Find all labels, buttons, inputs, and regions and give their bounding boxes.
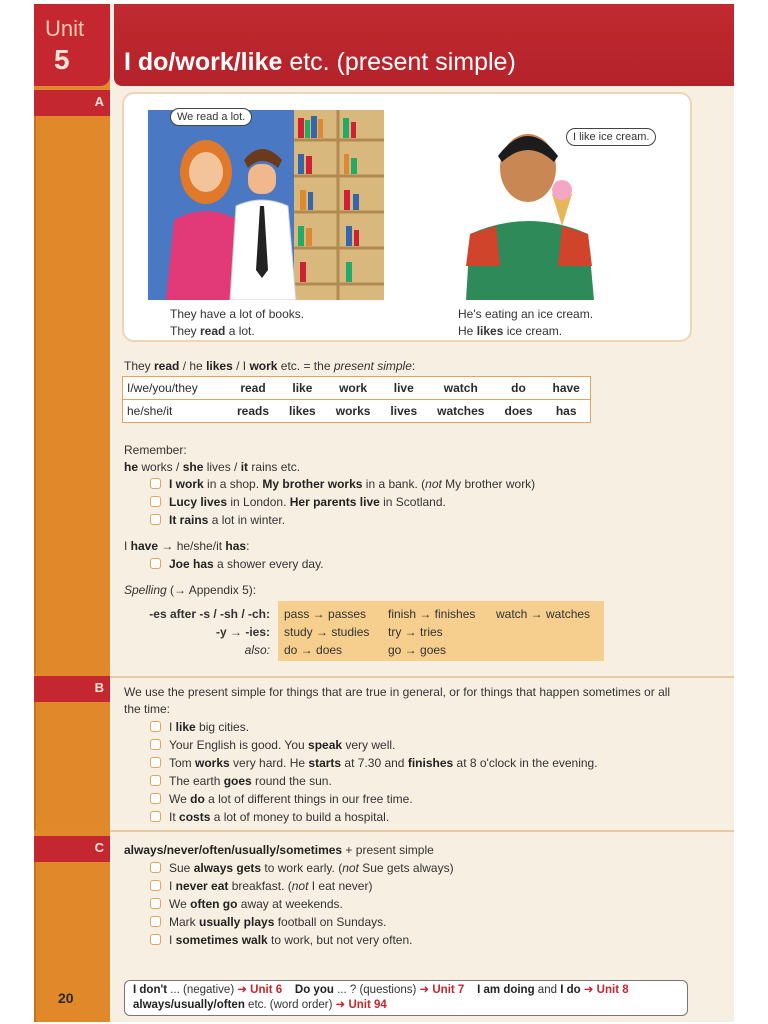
list-item: Sue always gets to work early. (not Sue gets always) [150, 860, 454, 877]
section-divider-c [110, 830, 734, 832]
link-unit-6[interactable]: ➜ Unit 6 [237, 984, 283, 996]
spelling-example: study → studies [284, 625, 370, 639]
spelling-example: pass → passes [284, 607, 367, 621]
present-simple-intro: They read / he likes / I work etc. = the present simple: [124, 359, 416, 373]
list-item: Lucy lives in London. Her parents live in Scotland. [150, 494, 446, 511]
list-item: I sometimes walk to work, but not very often. [150, 932, 412, 949]
bullet-icon [150, 496, 161, 507]
conjugation-table [122, 376, 591, 423]
section-b-intro-2: the time: [124, 702, 171, 716]
table-cell: watches [427, 400, 494, 423]
bullet-icon [150, 775, 161, 786]
bullet-icon [150, 739, 161, 750]
table-cell: reads [227, 400, 279, 423]
table-cell: does [494, 400, 542, 423]
spelling-example: try → tries [388, 625, 443, 639]
section-tab-c: C [34, 836, 110, 862]
unit-number: 5 [54, 44, 70, 75]
caption-right: He's eating an ice cream. He likes ice cream. [458, 307, 594, 338]
illustration-panel [124, 94, 690, 340]
caption-left: They have a lot of books. They read a lot. [170, 307, 305, 338]
table-cell: read [227, 377, 279, 400]
table-cell: do [494, 377, 542, 400]
bullet-icon [150, 514, 161, 525]
list-item: Your English is good. You speak very well. [150, 737, 395, 754]
list-item: It rains a lot in winter. [150, 512, 285, 529]
table-row [123, 377, 591, 400]
sidebar-segment-b [34, 696, 110, 830]
remember-line: he works / she lives / it rains etc. [124, 460, 301, 474]
bullet-icon [150, 898, 161, 909]
bullet-icon [150, 811, 161, 822]
table-cell: have [543, 377, 591, 400]
list-item: We do a lot of different things in our free time. [150, 791, 413, 808]
table-cell-subject: I/we/you/they [123, 377, 228, 400]
bullet-icon [150, 916, 161, 927]
bullet-icon [150, 757, 161, 768]
bullet-icon [150, 793, 161, 804]
list-item: We often go away at weekends. [150, 896, 343, 913]
table-cell-subject: he/she/it [123, 400, 228, 423]
list-item: It costs a lot of money to build a hospital. [150, 809, 389, 826]
table-row [123, 400, 591, 423]
list-item: Joe has a shower every day. [150, 556, 324, 573]
table-cell: works [326, 400, 381, 423]
section-tab-b: B [34, 676, 110, 702]
cross-reference-line-1: I don't ... (negative) ➜ Unit 6 Do you ... ? (questions) ➜ Unit 7 I am doing and I do ➜ Unit 8 [133, 984, 629, 996]
remember-label: Remember: [124, 443, 187, 457]
table-cell: likes [279, 400, 326, 423]
table-cell: work [326, 377, 381, 400]
bullet-icon [150, 558, 161, 569]
speech-bubble-right: I like ice cream. [566, 128, 656, 146]
spelling-example: finish → finishes [388, 607, 476, 621]
bullet-icon [150, 862, 161, 873]
table-cell: lives [380, 400, 427, 423]
spelling-rule-ies: -y → -ies: [215, 625, 270, 639]
list-item: I like big cities. [150, 719, 249, 736]
list-item: I work in a shop. My brother works in a bank. (not My brother work) [150, 476, 535, 493]
sidebar-segment-a [34, 114, 110, 674]
unit-badge [34, 4, 110, 86]
couple-bookshelf-illustration [148, 110, 384, 300]
list-item: Tom works very hard. He starts at 7.30 and finishes at 8 o'clock in the evening. [150, 755, 598, 772]
have-has-rule: I have → he/she/it has: [124, 539, 250, 553]
spelling-rule-also: also: [244, 643, 270, 657]
section-divider-b [110, 676, 734, 678]
spelling-example: do → does [284, 643, 343, 657]
spelling-rule-es: -es after -s / -sh / -ch: [149, 607, 270, 621]
table-cell: live [380, 377, 427, 400]
table-cell: like [279, 377, 326, 400]
page-number: 20 [58, 990, 74, 1006]
spelling-example: go → goes [388, 643, 447, 657]
list-item: Mark usually plays football on Sundays. [150, 914, 386, 931]
bullet-icon [150, 721, 161, 732]
table-cell: has [543, 400, 591, 423]
section-c-heading: always/never/often/usually/sometimes + present simple [124, 843, 434, 857]
spelling-label: Spelling (→ Appendix 5): [124, 583, 257, 597]
table-cell: watch [427, 377, 494, 400]
spelling-example: watch → watches [496, 607, 591, 621]
cross-reference-box [124, 980, 688, 1016]
bullet-icon [150, 880, 161, 891]
section-b-intro: We use the present simple for things that are true in general, or for things that happen sometimes or all [124, 685, 671, 699]
page [34, 4, 734, 1022]
list-item: The earth goes round the sun. [150, 773, 332, 790]
list-item: I never eat breakfast. (not I eat never) [150, 878, 372, 895]
bullet-icon [150, 478, 161, 489]
unit-label: Unit [45, 16, 85, 41]
cross-reference-line-2: always/usually/often etc. (word order) ➜ Unit 94 [133, 999, 387, 1011]
page-title: I do/work/like etc. (present simple) [124, 48, 516, 76]
speech-bubble-left: We read a lot. [170, 108, 252, 126]
link-unit-94[interactable]: ➜ Unit 94 [335, 999, 387, 1011]
link-unit-8[interactable]: ➜ Unit 8 [580, 984, 629, 996]
section-tab-a: A [34, 90, 110, 116]
title-bar [114, 4, 734, 86]
link-unit-7[interactable]: ➜ Unit 7 [419, 984, 465, 996]
bullet-icon [150, 934, 161, 945]
